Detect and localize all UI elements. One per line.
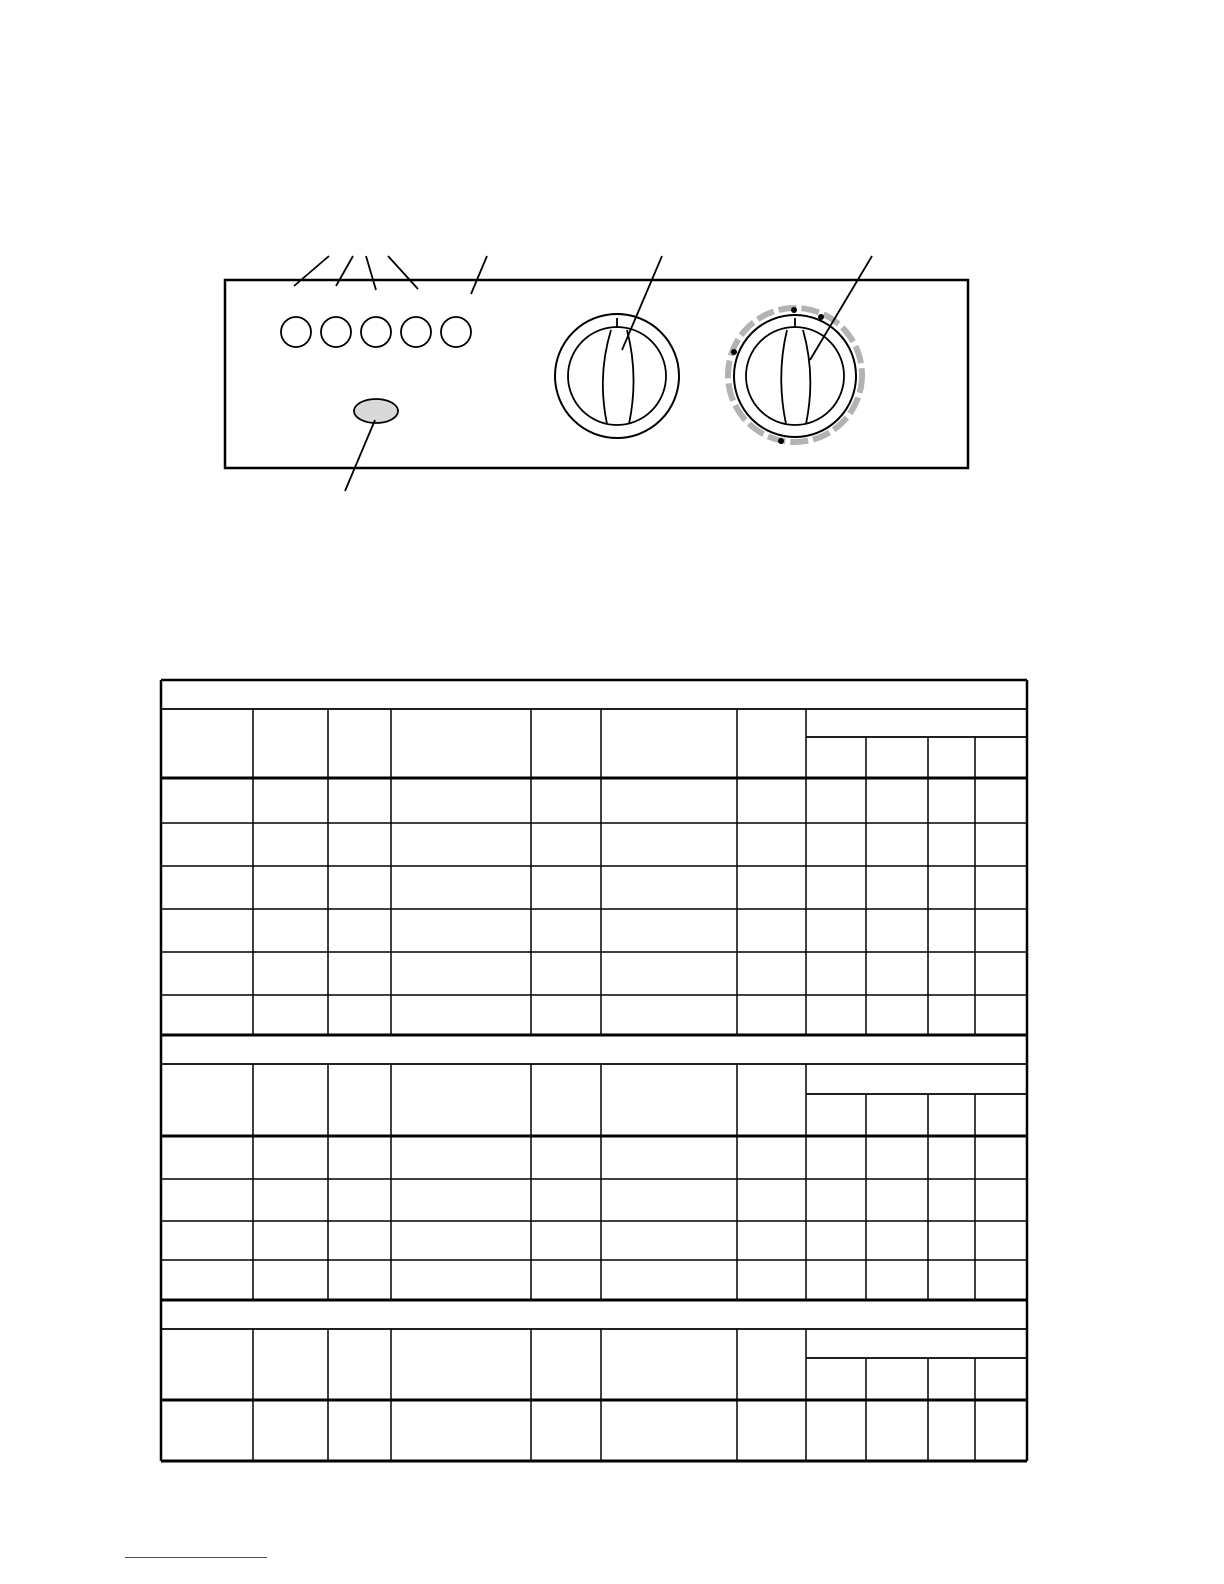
table-row — [161, 1179, 1027, 1221]
table-row — [161, 909, 1027, 952]
table-row — [161, 995, 1027, 1035]
table-row — [161, 952, 1027, 995]
program-table-2-title-band — [161, 1035, 1027, 1064]
table-row — [161, 1400, 1027, 1461]
program-table-3-title-band — [161, 1300, 1027, 1329]
table-row — [161, 866, 1027, 909]
program-table-1-title-band — [161, 680, 1027, 709]
table-row — [161, 778, 1027, 823]
footer-link-rule — [125, 1557, 267, 1558]
table-row — [161, 1260, 1027, 1300]
table-row — [161, 823, 1027, 866]
table-row — [161, 1221, 1027, 1260]
table-row — [161, 1136, 1027, 1179]
